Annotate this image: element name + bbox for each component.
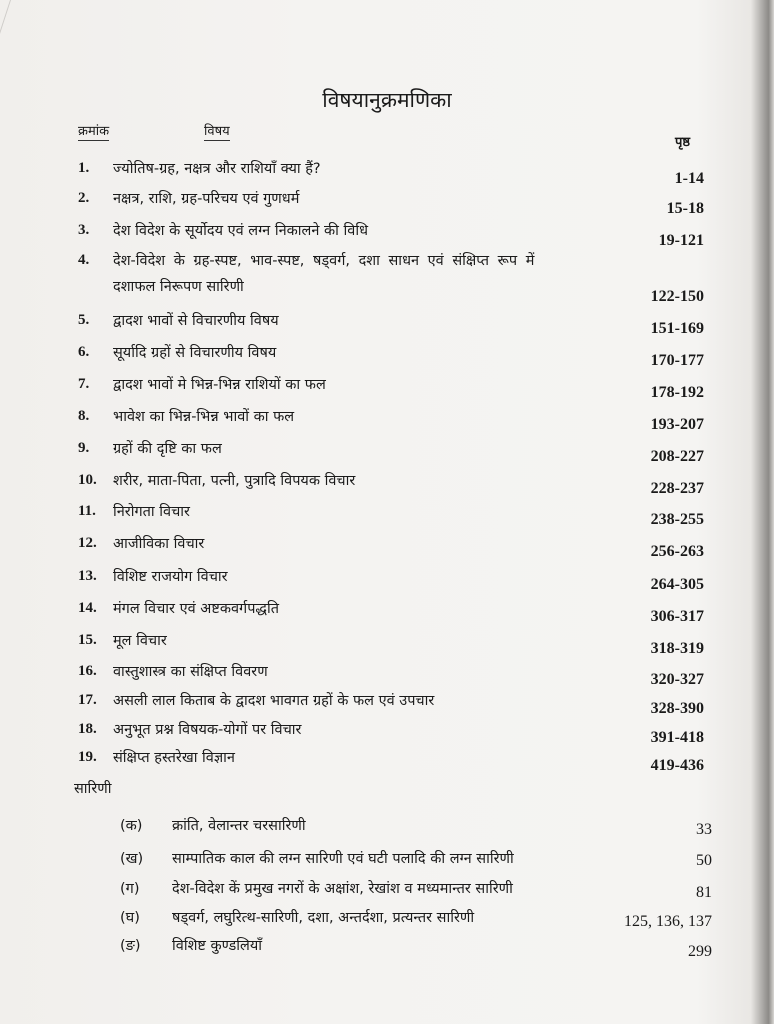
table-subject: क्रांति, वेलान्तर चरसारिणी [172, 818, 306, 834]
entry-pages: 178-192 [650, 384, 704, 401]
entry-number: 6. [78, 344, 90, 360]
table-list-row [0, 907, 774, 935]
table-pages: 81 [696, 884, 712, 901]
entry-pages: 122-150 [650, 288, 704, 305]
entry-pages: 238-255 [650, 511, 704, 528]
entry-number: 1. [78, 160, 90, 176]
entry-pages: 419-436 [650, 757, 704, 774]
entry-pages: 208-227 [650, 448, 704, 465]
toc-row [0, 719, 774, 749]
entry-pages: 318-319 [650, 640, 704, 657]
header-subject: विषय [204, 121, 230, 141]
toc-row [0, 747, 774, 777]
toc-row [0, 158, 774, 188]
entry-number: 2. [78, 190, 90, 206]
entry-subject-line2: दशाफल निरूपण सारिणी [113, 279, 244, 295]
table-list-row [0, 878, 774, 906]
entry-number: 4. [78, 252, 90, 268]
table-label: (ङ) [120, 938, 141, 954]
table-label: (ख) [120, 851, 144, 867]
entry-number: 12. [78, 535, 97, 551]
entry-pages: 15-18 [666, 200, 704, 217]
entry-pages: 264-305 [650, 576, 704, 593]
toc-row [0, 501, 774, 531]
table-label: (घ) [120, 910, 140, 926]
entry-pages: 151-169 [650, 320, 704, 337]
entry-number: 15. [78, 632, 97, 648]
entry-subject: अनुभूत प्रश्न विषयक-योगों पर विचार [113, 722, 302, 738]
page-crease [0, 0, 41, 60]
entry-subject: देश विदेश के सूर्योदय एवं लग्न निकालने की विधि [113, 223, 369, 239]
toc-row [0, 438, 774, 468]
table-label: (ग) [120, 881, 140, 897]
toc-row [0, 374, 774, 404]
entry-subject: सूर्यादि ग्रहों से विचारणीय विषय [113, 345, 277, 361]
header-number: क्रमांक [78, 121, 109, 141]
toc-row [0, 470, 774, 500]
page-title: विषयानुक्रमणिका [322, 88, 452, 112]
entry-pages: 193-207 [650, 416, 704, 433]
entry-number: 17. [78, 692, 97, 708]
table-subject: विशिष्ट कुण्डलियाँ [172, 938, 263, 954]
entry-pages: 306-317 [650, 608, 704, 625]
toc-row [0, 220, 774, 250]
entry-subject: मंगल विचार एवं अष्टकवर्गपद्धति [113, 601, 280, 617]
entry-number: 14. [78, 600, 97, 616]
toc-row [0, 250, 774, 306]
entry-number: 9. [78, 440, 90, 456]
toc-row [0, 342, 774, 372]
entry-pages: 256-263 [650, 543, 704, 560]
toc-row [0, 630, 774, 660]
entry-subject: ग्रहों की दृष्टि का फल [113, 441, 222, 457]
entry-pages: 1-14 [674, 170, 704, 187]
table-subject: देश-विदेश कें प्रमुख नगरों के अक्षांश, रेखांश व मध्यमान्तर सारिणी [172, 881, 513, 897]
toc-row [0, 690, 774, 720]
entry-number: 8. [78, 408, 90, 424]
toc-row [0, 661, 774, 691]
entry-pages: 328-390 [650, 700, 704, 717]
entry-number: 16. [78, 663, 97, 679]
entry-pages: 170-177 [650, 352, 704, 369]
toc-row [0, 598, 774, 628]
entry-subject: निरोगता विचार [113, 504, 190, 520]
table-pages: 50 [696, 852, 712, 869]
entry-subject: देश-विदेश के ग्रह-स्पष्ट, भाव-स्पष्ट, षड्वर्ग, दशा साधन एवं संक्षिप्त रूप में [113, 253, 535, 269]
table-pages: 33 [696, 821, 712, 838]
entry-number: 3. [78, 222, 90, 238]
entry-subject: मूल विचार [113, 633, 167, 649]
table-list-row [0, 848, 774, 876]
entry-subject: भावेश का भिन्न-भिन्न भावों का फल [113, 409, 295, 425]
entry-pages: 391-418 [650, 729, 704, 746]
entry-number: 5. [78, 312, 90, 328]
entry-subject: असली लाल किताब के द्वादश भावगत ग्रहों के फल एवं उपचार [113, 693, 435, 709]
entry-number: 19. [78, 749, 97, 765]
entry-pages: 228-237 [650, 480, 704, 497]
entry-number: 13. [78, 568, 97, 584]
table-list-row [0, 815, 774, 843]
toc-row [0, 406, 774, 436]
toc-row [0, 533, 774, 563]
entry-number: 10. [78, 472, 97, 488]
header-page: पृष्ठ [675, 135, 691, 150]
entry-subject: विशिष्ट राजयोग विचार [113, 569, 228, 585]
toc-row [0, 310, 774, 340]
table-list-row [0, 935, 774, 963]
entry-subject: शरीर, माता-पिता, पत्नी, पुत्रादि विपयक विचार [113, 473, 356, 489]
entry-subject: आजीविका विचार [113, 536, 205, 552]
entry-subject: संक्षिप्त हस्तरेखा विज्ञान [113, 750, 235, 766]
entry-subject: ज्योतिष-ग्रह, नक्षत्र और राशियाँ क्या हैं? [113, 161, 321, 177]
table-subject: षड्वर्ग, लघुरित्थ-सारिणी, दशा, अन्तर्दशा, प्रत्यन्तर सारिणी [172, 910, 475, 926]
table-label: (क) [120, 818, 143, 834]
entry-pages: 320-327 [650, 671, 704, 688]
toc-row [0, 188, 774, 218]
entry-pages: 19-121 [658, 232, 704, 249]
entry-number: 18. [78, 721, 97, 737]
entry-subject: नक्षत्र, राशि, ग्रह-परिचय एवं गुणधर्म [113, 191, 300, 207]
table-subject: साम्पातिक काल की लग्न सारिणी एवं घटी पलादि की लग्न सारिणी [172, 851, 514, 867]
entry-number: 7. [78, 376, 90, 392]
entry-subject: वास्तुशास्त्र का संक्षिप्त विवरण [113, 664, 268, 680]
entry-number: 11. [78, 503, 96, 519]
toc-row [0, 566, 774, 596]
entry-subject: द्वादश भावों से विचारणीय विषय [113, 313, 279, 329]
tables-section-heading: सारिणी [74, 781, 112, 797]
table-pages: 299 [688, 943, 712, 960]
table-pages: 125, 136, 137 [624, 913, 712, 930]
entry-subject: द्वादश भावों मे भिन्न-भिन्न राशियों का फल [113, 377, 326, 393]
